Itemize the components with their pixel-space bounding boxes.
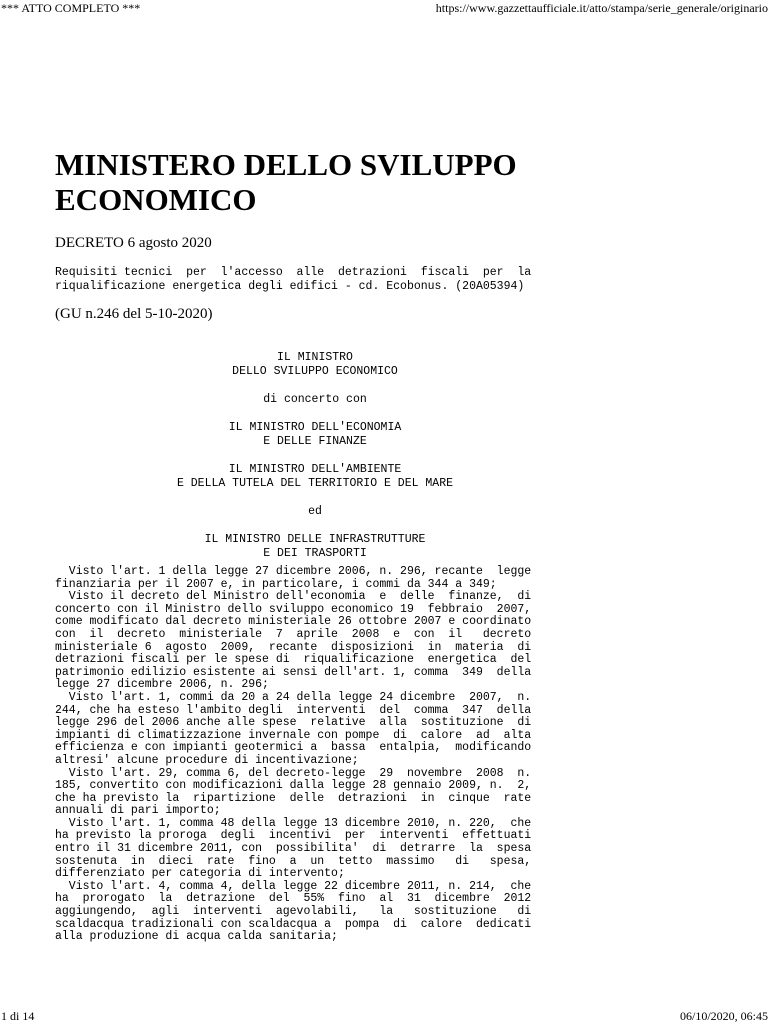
page-counter: 1 di 14 — [1, 1009, 35, 1023]
document-title: MINISTERO DELLO SVILUPPO ECONOMICO — [55, 147, 517, 217]
print-header-url: https://www.gazzettaufficiale.it/atto/stampa/serie_generale/originario — [435, 1, 768, 15]
preamble-line — [55, 519, 575, 533]
print-header-left: *** ATTO COMPLETO *** — [1, 1, 141, 15]
gazette-reference: (GU n.246 del 5-10-2020) — [55, 306, 213, 322]
preamble-line: IL MINISTRO DELL'ECONOMIA — [228, 421, 402, 434]
preamble-line: IL MINISTRO — [277, 351, 353, 364]
preamble-line: IL MINISTRO DELLE INFRASTRUTTURE — [204, 533, 426, 546]
preamble-line — [55, 491, 575, 505]
print-datetime: 06/10/2020, 06:45 — [679, 1009, 768, 1023]
preamble-line: di concerto con — [263, 393, 367, 406]
preamble-line: E DELLE FINANZE — [263, 435, 367, 448]
preamble-line — [55, 379, 575, 393]
preamble-block — [55, 351, 575, 561]
preamble-line: IL MINISTRO DELL'AMBIENTE — [228, 463, 402, 476]
preamble-line: E DEI TRASPORTI — [263, 547, 367, 560]
preamble-line: E DELLA TUTELA DEL TERRITORIO E DEL MARE — [176, 477, 454, 490]
decree-subject: Requisiti tecnici per l'accesso alle detrazioni fiscali per la riqualificazione energetica degli edifici - cd. Ecobonus. (20A05394) — [55, 266, 532, 293]
preamble-line: DELLO SVILUPPO ECONOMICO — [232, 365, 398, 378]
decree-heading: DECRETO 6 agosto 2020 — [55, 235, 212, 251]
decree-body-text: Visto l'art. 1 della legge 27 dicembre 2006, n. 296, recante legge finanziaria per il 2007 e, in particolare, i commi da 344 a 349; Visto il decreto del Ministro dell'economia e delle finanze, di concerto con il Ministro dello sviluppo economico 19 febbraio 2007, come modificato dal decreto ministeriale 26 ottobre 2007 e coordinato con il decreto ministeriale 7 aprile 2008 e con il decreto ministeriale 6 agosto 2009, recante disposizioni in materia di detrazioni fiscali per le spese di riqualificazione energetica del patrimonio edilizio esistente ai sensi dell'art. 1, comma 349 della legge 27 dicembre 2006, n. 296; Visto l'art. 1, commi da 20 a 24 della legge 24 dicembre 2007, n. 244, che ha esteso l'ambito degli interventi del comma 347 della legge 296 del 2006 anche alle spese relative alla sostituzione di impianti di climatizzazione invernale con pompe di calore ad alta efficienza e con impianti geotermici a bassa entalpia, modificando altresi' alcune procedure di incentivazione; Visto l'art. 29, comma 6, del decreto-legge 29 novembre 2008 n. 185, convertito con modificazioni dalla legge 28 gennaio 2009, n. 2, che ha previsto la ripartizione delle detrazioni in cinque rate annuali di pari importo; Visto l'art. 1, comma 48 della legge 13 dicembre 2010, n. 220, che ha previsto la proroga degli incentivi per interventi effettuati entro il 31 dicembre 2011, con possibilita' di detrarre la spesa sostenuta in dieci rate fino a un tetto massimo di spesa, differenziato per categoria di intervento; Visto l'art. 4, comma 4, della legge 22 dicembre 2011, n. 214, che ha prorogato la detrazione del 55% fino al 31 dicembre 2012 aggiungendo, agli interventi agevolabili, la sostituzione di scaldacqua tradizionali con scaldacqua a pompa di calore dedicati alla produzione di acqua calda sanitaria; — [55, 565, 532, 944]
preamble-line — [55, 407, 575, 421]
preamble-line: ed — [308, 505, 322, 518]
preamble-line — [55, 449, 575, 463]
